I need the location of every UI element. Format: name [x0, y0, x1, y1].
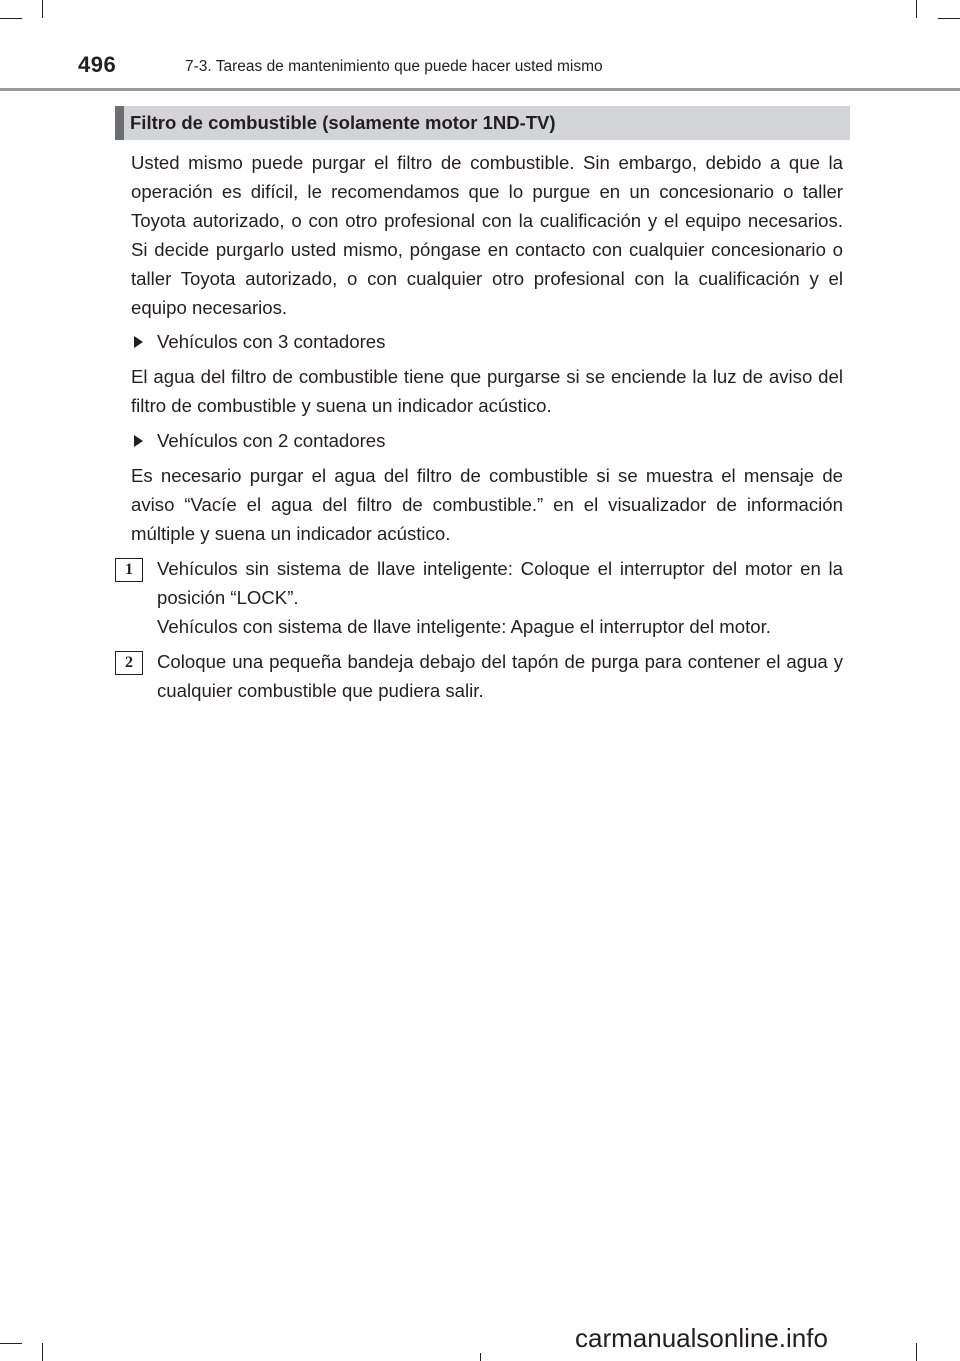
crop-mark	[42, 1343, 43, 1361]
condition-heading	[131, 426, 843, 455]
watermark-text: carmanualsonline.info	[575, 1323, 828, 1353]
condition-paragraph: Es necesario purgar el agua del filtro de combustible si se muestra el mensaje de aviso “Vacíe el agua del filtro de combustible.” en el visualizador de información múltiple y suena un indicador acústico.	[131, 465, 843, 544]
step-text: Vehículos sin sistema de llave inteligente: Coloque el interruptor del motor en la posición “LOCK”.	[157, 558, 843, 608]
section-title: Filtro de combustible (solamente motor 1ND-TV)	[130, 112, 556, 133]
crop-mark	[480, 1353, 481, 1361]
crop-mark	[0, 1343, 22, 1344]
step-text: Coloque una pequeña bandeja debajo del tapón de purga para contener el agua y cualquier combustible que pudiera salir.	[157, 651, 843, 701]
crop-mark	[916, 1343, 917, 1361]
page-header	[0, 48, 960, 90]
condition-label: Vehículos con 3 contadores	[157, 331, 386, 352]
crop-mark	[938, 18, 960, 19]
chapter-title: 7-3. Tareas de mantenimiento que puede hacer usted mismo	[185, 58, 603, 75]
crop-mark	[42, 0, 43, 18]
triangle-bullet-icon	[134, 336, 143, 348]
step-item	[125, 554, 843, 641]
step-text: Vehículos con sistema de llave inteligente: Apague el interruptor del motor.	[157, 616, 771, 637]
section-heading	[115, 106, 850, 140]
main-content	[125, 148, 843, 711]
page-number: 496	[78, 52, 117, 77]
intro-paragraph: Usted mismo puede purgar el filtro de combustible. Sin embargo, debido a que la operación es difícil, le recomendamos que lo purgue en un concesionario o taller Toyota autorizado, o con otro profesional con la cualificación y el equipo necesarios. Si decide purgarlo usted mismo, póngase en contacto con cualquier concesionario o taller Toyota autorizado, o con cualquier otro profesional con la cualificación y el equipo necesarios.	[131, 152, 843, 318]
header-divider	[0, 88, 960, 91]
crop-mark	[0, 18, 22, 19]
step-number-badge: 1	[115, 558, 143, 582]
step-number-badge: 2	[115, 651, 143, 675]
triangle-bullet-icon	[134, 435, 143, 447]
section-heading-bar	[115, 106, 124, 140]
condition-paragraph: El agua del filtro de combustible tiene que purgarse si se enciende la luz de aviso del filtro de combustible y suena un indicador acústico.	[131, 366, 843, 416]
step-item	[125, 647, 843, 705]
condition-heading	[131, 327, 843, 356]
condition-label: Vehículos con 2 contadores	[157, 430, 386, 451]
crop-mark	[916, 0, 917, 18]
